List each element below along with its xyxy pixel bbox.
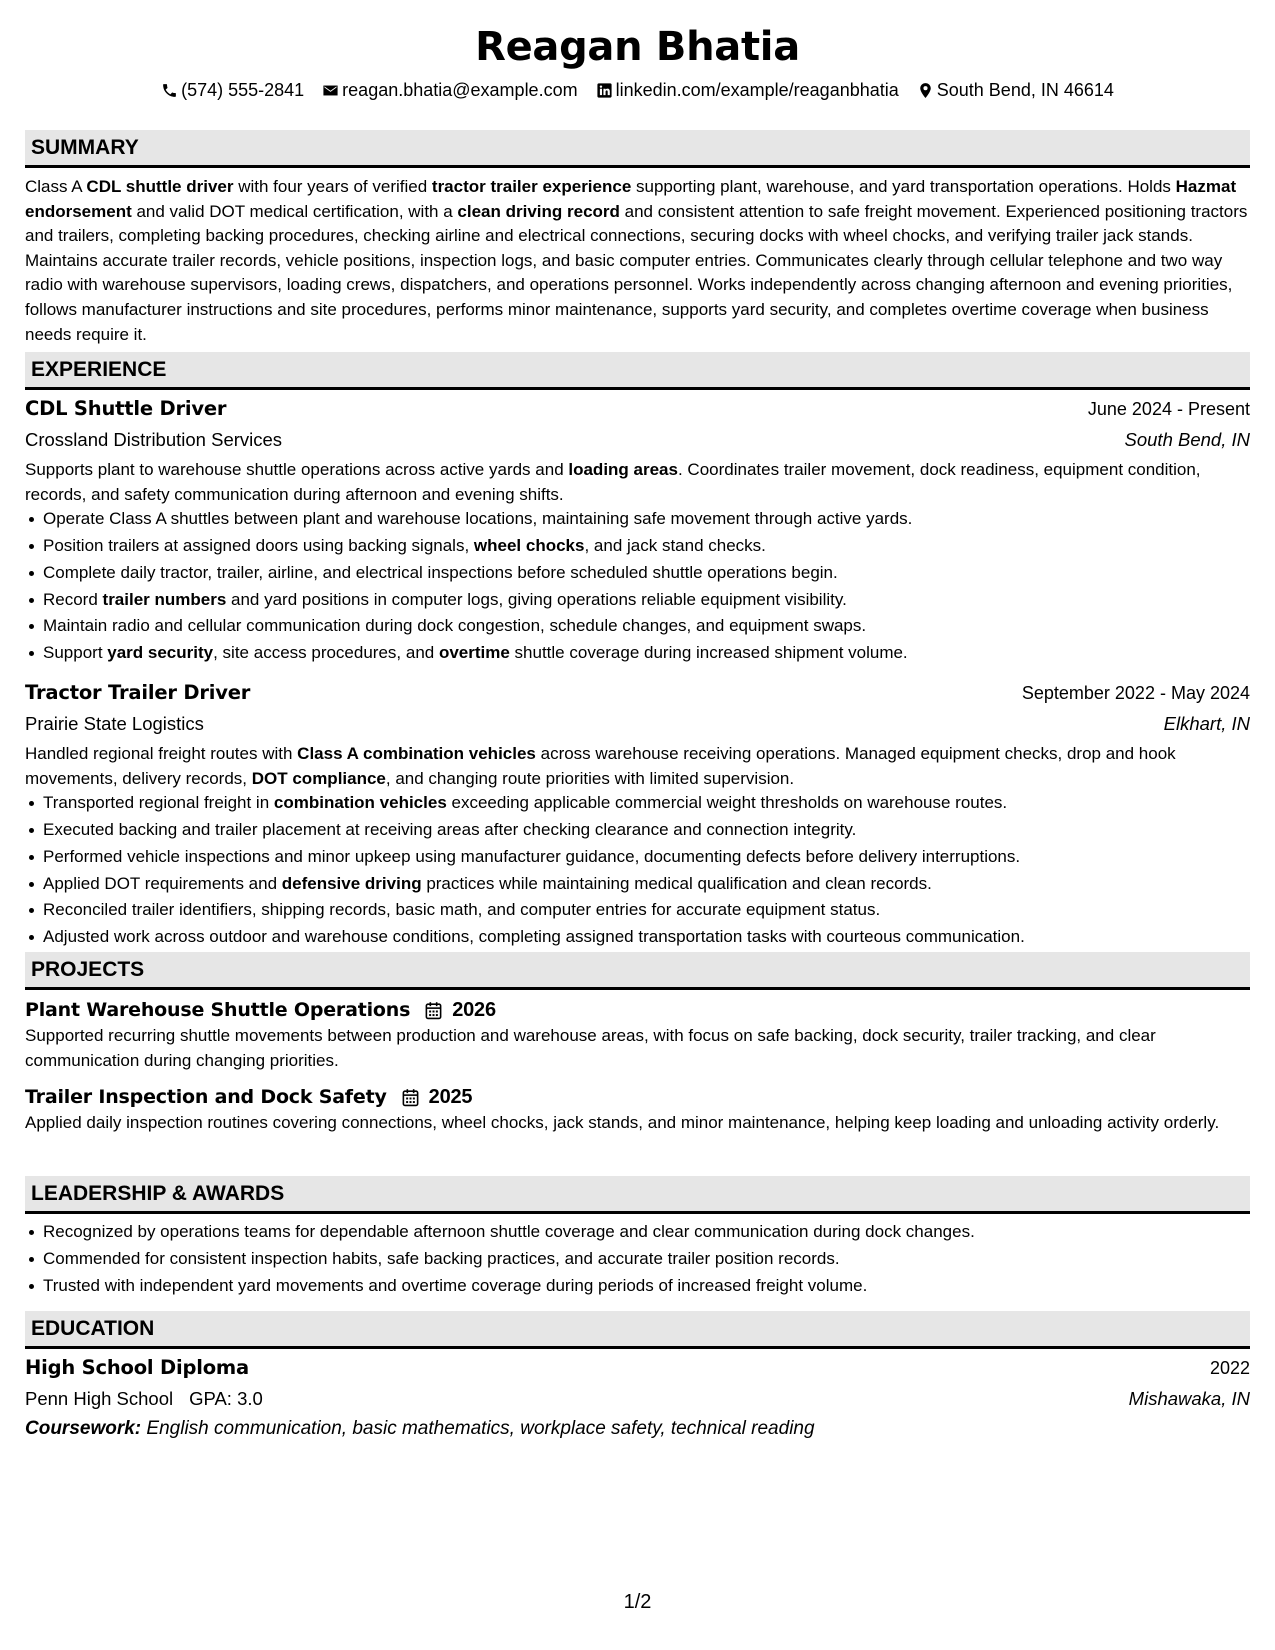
project-year: 2025 <box>428 1086 473 1109</box>
experience-entry <box>25 394 1250 667</box>
text-run: Handled regional freight routes with <box>25 743 298 763</box>
list-item <box>43 897 1250 924</box>
contact-email[interactable] <box>322 78 577 102</box>
linkedin-link[interactable]: linkedin.com/example/reaganbhatia <box>615 80 899 100</box>
text-run: Class A <box>25 177 87 196</box>
text-run: with four years of verified <box>233 177 432 196</box>
contact-phone <box>161 78 304 102</box>
text-run: Adjusted work across outdoor and warehouse conditions, completing assigned transportation tasks with courteous communication. <box>43 927 1025 947</box>
job-dates: June 2024 - Present <box>1087 399 1250 419</box>
phone-text: (574) 555-2841 <box>181 80 305 100</box>
text-run: Supports plant to warehouse shuttle operations across active yards and <box>25 460 569 479</box>
project-title: Trailer Inspection and Dock Safety <box>25 1086 387 1109</box>
bold-text: wheel chocks <box>473 535 585 555</box>
email-link[interactable]: reagan.bhatia@example.com <box>342 80 578 100</box>
coursework-list: English communication, basic mathematics, workplace safety, technical reading <box>146 1418 815 1439</box>
coursework-label: Coursework: <box>25 1418 142 1439</box>
section-heading-projects: PROJECTS <box>25 952 1250 990</box>
section-heading-education: EDUCATION <box>25 1311 1250 1349</box>
bold-text: Hazmat endorsement <box>25 177 1237 221</box>
education-entry <box>25 1353 1250 1444</box>
text-run: shuttle coverage during increased shipment volume. <box>509 643 908 663</box>
section-heading-experience: EXPERIENCE <box>25 352 1250 390</box>
linkedin-icon <box>596 82 613 99</box>
text-run: across warehouse receiving operations. Managed equipment checks, drop and hook movements, delivery records, <box>25 743 1176 788</box>
text-run: practices while maintaining medical qualification and clean records. <box>421 873 932 893</box>
text-run: and consistent attention to safe freight movement. Experienced positioning tractors and trailers, completing backing procedures, checking airline and electrical connections, securing docks with wheel chocks, and verifying trailer jack stands. Maintains accurate trailer records, vehicle positions, inspection logs, and basic computer entries. Communicates clearly through cellular telephone and two way radio with warehouse supervisors, loading crews, dispatchers, and operations personnel. Works independently across changing afternoon and evening priorities, follows manufacturer instructions and site procedures, performs minor maintenance, supports yard security, and completes overtime coverage when business needs require it. <box>25 201 1248 344</box>
school-location: Mishawaka, IN <box>1128 1388 1250 1409</box>
bold-text: combination vehicles <box>273 793 447 813</box>
project-entry <box>25 1082 1250 1136</box>
text-run: , and jack stand checks. <box>584 535 766 555</box>
school-name: Penn High School <box>25 1388 174 1409</box>
text-run: . Coordinates trailer movement, dock readiness, equipment condition, records, and safety communication during afternoon and evening shifts. <box>25 460 1201 504</box>
bold-text: yard security <box>107 643 214 663</box>
text-run: , site access procedures, and <box>213 643 439 663</box>
bold-text: trailer numbers <box>102 589 227 609</box>
bold-text: CDL shuttle driver <box>86 177 234 196</box>
text-run: Complete daily tractor, trailer, airline, and electrical inspections before scheduled shuttle operations begin. <box>43 562 838 582</box>
job-summary <box>25 742 1250 791</box>
text-run: Record <box>43 589 103 609</box>
bold-text: tractor trailer experience <box>431 177 632 196</box>
bold-text: clean driving record <box>457 201 620 221</box>
text-run: Executed backing and trailer placement at receiving areas after checking clearance and connection integrity. <box>43 819 857 839</box>
list-item <box>43 640 1250 667</box>
contact-location <box>917 78 1114 102</box>
text-run: supporting plant, warehouse, and yard transportation operations. Holds <box>631 177 1176 196</box>
job-dates: September 2022 - May 2024 <box>1021 682 1250 703</box>
list-item <box>43 924 1250 951</box>
location-text: South Bend, IN 46614 <box>936 80 1114 100</box>
degree-title: High School Diploma <box>25 1356 249 1379</box>
list-item <box>43 817 1250 844</box>
graduation-year: 2022 <box>1209 1358 1250 1378</box>
job-title: Tractor Trailer Driver <box>25 680 251 704</box>
job-location: Elkhart, IN <box>1163 712 1250 734</box>
job-title: CDL Shuttle Driver <box>25 397 227 420</box>
text-run: , and changing route priorities with limited supervision. <box>385 768 795 788</box>
job-bullets <box>25 506 1250 667</box>
project-title: Plant Warehouse Shuttle Operations <box>25 999 411 1021</box>
gpa: GPA: 3.0 <box>189 1388 263 1409</box>
summary-section <box>25 130 1250 347</box>
phone-icon <box>161 82 178 99</box>
bold-text: overtime <box>438 643 510 663</box>
bold-text: defensive driving <box>281 873 422 893</box>
bold-text: Class A combination vehicles <box>297 743 536 763</box>
project-year: 2026 <box>452 999 496 1021</box>
bold-text: DOT compliance <box>251 768 386 788</box>
projects-section <box>25 952 1250 1136</box>
summary-paragraph <box>25 175 1250 347</box>
page-number: 1/2 <box>623 1591 652 1613</box>
resume-page <box>25 0 1250 1650</box>
project-entry <box>25 995 1250 1073</box>
project-description: Applied daily inspection routines covering connections, wheel chocks, jack stands, and minor maintenance, helping keep loading and unloading activity orderly. <box>25 1113 1220 1133</box>
text-run: Operate Class A shuttles between plant and warehouse locations, maintaining safe movement through active yards. <box>43 509 913 529</box>
list-item <box>43 871 1250 898</box>
education-section <box>25 1311 1250 1444</box>
envelope-icon <box>322 82 339 99</box>
text-run: Support <box>43 643 108 663</box>
contact-linkedin[interactable] <box>596 78 899 102</box>
company-name: Crossland Distribution Services <box>25 429 283 450</box>
candidate-name: Reagan Bhatia <box>475 24 800 70</box>
leadership-section <box>25 1176 1250 1299</box>
job-bullets <box>25 790 1250 951</box>
job-location: South Bend, IN <box>1124 429 1250 450</box>
section-heading-summary: SUMMARY <box>25 130 1250 168</box>
list-item <box>43 587 1250 614</box>
calendar-icon <box>424 1001 443 1020</box>
list-item <box>43 844 1250 871</box>
list-item <box>43 790 1250 817</box>
text-run: Maintain radio and cellular communication during dock congestion, schedule changes, and equipment swaps. <box>43 616 867 636</box>
list-item <box>43 560 1250 587</box>
leadership-bullets <box>25 1219 1250 1299</box>
list-item <box>43 533 1250 560</box>
experience-entry <box>25 678 1250 951</box>
text-run: Transported regional freight in <box>43 793 274 813</box>
contact-bar <box>25 78 1250 102</box>
list-item: Trusted with independent yard movements and overtime coverage during periods of increased freight volume. <box>43 1273 1250 1300</box>
company-name: Prairie State Logistics <box>25 712 204 734</box>
list-item <box>43 613 1250 640</box>
coursework <box>25 1414 1250 1444</box>
text-run: Position trailers at assigned doors using backing signals, <box>43 535 474 555</box>
project-description: Supported recurring shuttle movements between production and warehouse areas, with focus on safe backing, dock security, trailer tracking, and clear communication during changing priorities. <box>25 1026 1156 1070</box>
list-item <box>43 506 1250 533</box>
text-run: and yard positions in computer logs, giving operations reliable equipment visibility. <box>226 589 847 609</box>
section-heading-leadership: LEADERSHIP & AWARDS <box>25 1176 1250 1214</box>
bold-text: loading areas <box>568 460 678 479</box>
text-run: and valid DOT medical certification, with a <box>131 201 458 221</box>
map-pin-icon <box>917 82 934 99</box>
experience-section <box>25 352 1250 951</box>
list-item: Commended for consistent inspection habits, safe backing practices, and accurate trailer position records. <box>43 1246 1250 1273</box>
calendar-icon <box>401 1088 420 1107</box>
text-run: Applied DOT requirements and <box>43 873 282 893</box>
list-item: Recognized by operations teams for dependable afternoon shuttle coverage and clear communication during dock changes. <box>43 1219 1250 1246</box>
text-run: Reconciled trailer identifiers, shipping records, basic math, and computer entries for accurate equipment status. <box>43 900 881 920</box>
text-run: Performed vehicle inspections and minor upkeep using manufacturer guidance, documenting defects before delivery interruptions. <box>43 846 1021 866</box>
job-summary <box>25 458 1250 507</box>
text-run: exceeding applicable commercial weight thresholds on warehouse routes. <box>446 793 1008 813</box>
